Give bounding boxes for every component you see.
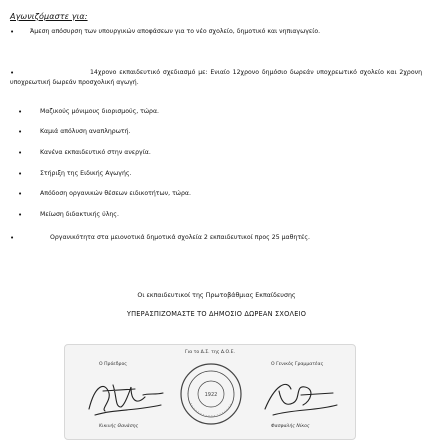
demand-item: [10, 27, 422, 37]
slogan: ΥΠΕΡΑΣΠΙΖΟΜΑΣΤΕ ΤΟ ΔΗΜΟΣΙΟ ΔΩΡΕΑΝ ΣΧΟΛΕΙΟ: [126, 310, 307, 318]
secretary-signature-mark: [265, 384, 337, 415]
bullet: •: [10, 28, 15, 36]
demand-text: 14χρονο εκπαιδευτικό σχεδιασμό με: Ενιαίο 12χρονο δημόσιο δωρεάν υποχρεωτικό σχολείο και 2χρονη υποχρεωτική δωρεάν προσχολική αγωγή.: [10, 69, 422, 86]
signature-graphics: [65, 345, 355, 439]
secretary-role: Ο Γενικός Γραμματέας: [271, 362, 324, 367]
demand-text: Καμιά απόλυση αναπληρωτή.: [40, 128, 131, 135]
seal-year: 1922: [204, 392, 218, 398]
demand-item: [10, 233, 422, 243]
president-name: Κικινής Θανάσης: [99, 424, 139, 429]
demand-item: [10, 148, 422, 158]
bullet: •: [10, 234, 15, 242]
secretary-name: Φασφαλής Νίκος: [271, 424, 310, 429]
demand-item: [10, 189, 422, 199]
demand-item: [10, 169, 422, 179]
bullet: •: [18, 211, 23, 219]
demand-text: Κανένα εκπαιδευτικό στην ανεργία.: [40, 149, 151, 156]
demand-item: [10, 68, 422, 88]
seal-stamp-icon: [181, 364, 241, 424]
bullet: •: [18, 128, 23, 136]
bullet: •: [18, 190, 23, 198]
demand-text: Μείωση διδακτικής ύλης.: [40, 211, 119, 218]
demand-text: Μαζικούς μόνιμους διορισμούς, τώρα.: [40, 108, 160, 115]
president-role: Ο Πρόεδρος: [99, 362, 127, 367]
bullet: •: [18, 149, 23, 157]
demand-item: [10, 127, 422, 137]
demand-item: [10, 210, 422, 220]
demand-text: Άμεση απόσυρση των υπουργικών αποφάσεων για το νέο σχολείο, δημοτικό και νηπιαγωγείο.: [30, 28, 321, 35]
bullet: •: [10, 69, 15, 77]
demand-text: Στήριξη της Ειδικής Αγωγής.: [40, 170, 132, 177]
demand-text: Οργανικότητα στα μειονοτικά δημοτικά σχολεία 2 εκπαιδευτικοί προς 25 μαθητές.: [50, 234, 310, 241]
demand-text: Απόδοση οργανικών θέσεων ειδικοτήτων, τώρα.: [40, 190, 191, 197]
sender-line: Οι εκπαιδευτικοί της Πρωτοβάθμιας Εκπαίδευσης: [137, 292, 296, 299]
bullet: •: [18, 170, 23, 178]
bullet: •: [18, 108, 23, 116]
demand-item: [10, 107, 422, 117]
demands-heading: Αγωνιζόμαστε για:: [10, 12, 88, 21]
signature-header: Για το Δ.Σ. της Δ.Ο.Ε.: [185, 350, 235, 355]
president-signature-mark: [89, 385, 163, 415]
signature-block: [64, 344, 356, 440]
